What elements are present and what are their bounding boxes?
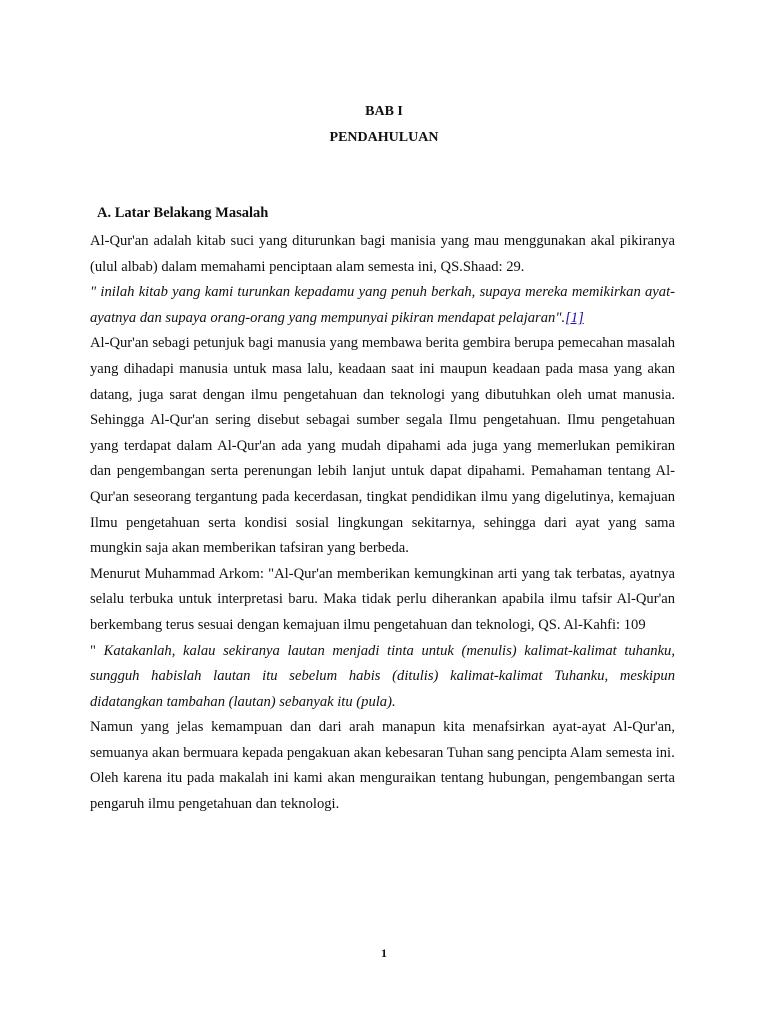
paragraph-intro: Al-Qur'an adalah kitab suci yang diturunkan bagi manisia yang mau menggunakan akal pikiranya (ulul albab) dalam memahami penciptaan alam semesta ini, QS.Shaad: 29. [90, 233, 675, 275]
section-heading: A. Latar Belakang Masalah [97, 205, 269, 221]
quote-kahfi-text: Katakanlah, kalau sekiranya lautan menjadi tinta untuk (menulis) kalimat-kalimat tuhanku, sungguh habislah lautan itu sebelum habis (ditulis) kalimat-kalimat Tuhanku, meskipun didatangkan tambahan (lautan) sebanyak itu (pula). [90, 642, 675, 710]
chapter-number: BAB I [365, 104, 403, 119]
paragraph-purpose: Oleh karena itu pada makalah ini kami akan menguraikan tentang hubungan, pengembangan serta pengaruh ilmu pengetahuan dan teknologi. [90, 770, 675, 813]
footnote-link[interactable]: [1] [565, 309, 584, 326]
paragraph-guidance: Al-Qur'an sebagi petunjuk bagi manusia yang membawa berita gembira berupa pemecahan masalah yang dihadapi manusia untuk masa lalu, keadaan saat ini maupun keadaan pada masa yang akan datang, juga sarat dengan ilmu pengetahuan dan teknologi yang dibutuhkan oleh umat manusia. Sehingga Al-Qur'an sering disebut sebagai sumber segala Ilmu pengetahuan. Ilmu pengetahuan yang terdapat dalam Al-Qur'an ada yang mudah dipahami ada juga yang memerlukan pemikiran dan pengembangan serta perenungan lebih lanjut untuk dapat dipahami. Pemahaman tentang Al-Qur'an seseorang tergantung pada kecerdasan, tingkat pendidikan ilmu yang digelutinya, kemajuan Ilmu pengetahuan serta kondisi sosial lingkungan sekitarnya, sehingga dari ayat yang sama mungkin saja akan memberikan tafsiran yang berbeda. [90, 335, 675, 557]
paragraph-conclusion: Namun yang jelas kemampuan dan dari arah manapun kita menafsirkan ayat-ayat Al-Qur'an, semuanya akan bermuara kepada pengakuan akan kebesaran Tuhan sang pencipta Alam semesta ini. [90, 719, 675, 761]
quote-shaad-text: " inilah kitab yang kami turunkan kepadamu yang penuh berkah, supaya mereka memikirkan ayat-ayatnya dan supaya orang-orang yang mempunyai pikiran mendapat pelajaran". [90, 284, 675, 326]
chapter-title: PENDAHULUAN [329, 130, 439, 145]
body-text [90, 229, 675, 818]
paragraph-arkom: Menurut Muhammad Arkom: "Al-Qur'an memberikan kemungkinan arti yang tak terbatas, ayatnya selalu terbuka untuk interpretasi baru. Maka tidak perlu diherankan apabila ilmu tafsir Al-Qur'an berkembang terus sesuai dengan kemajuan ilmu pengetahuan dan teknologi, QS. Al-Kahfi: 109 [90, 565, 675, 633]
page-number: 1 [381, 946, 387, 960]
quote-shaad [90, 280, 675, 331]
quote-kahfi-prefix: " [90, 642, 104, 659]
quote-kahfi [90, 639, 675, 716]
